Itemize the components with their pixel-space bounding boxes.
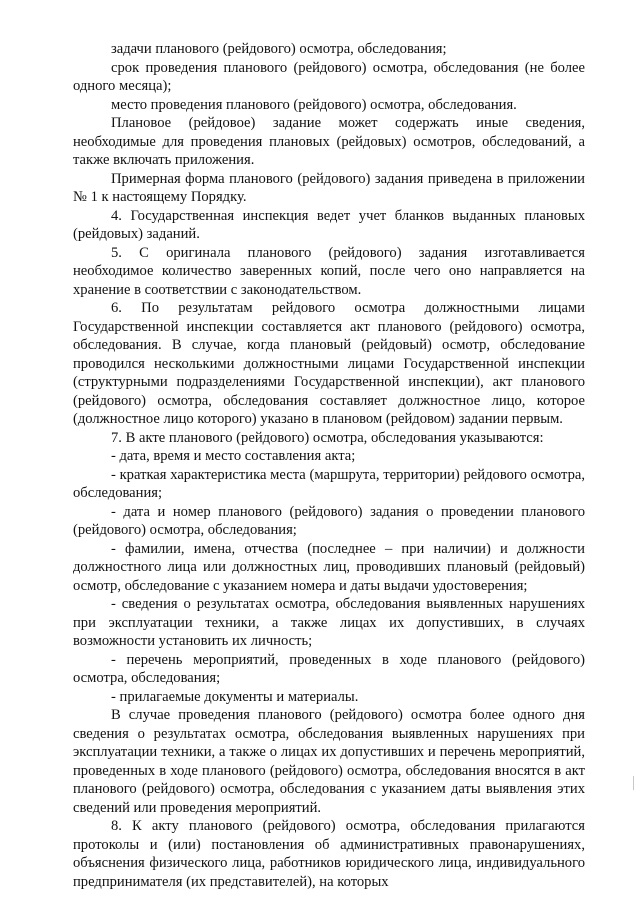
paragraph-inspection-tasks: задачи планового (рейдового) осмотра, обследования; [111, 41, 447, 57]
document-body [73, 40, 585, 891]
paragraph-multi-day-inspection: В случае проведения планового (рейдового) осмотра более одного дня сведения о результатах осмотра, обследования выявленных нарушениях при эксплуатации техники, а также о лицах их допустивших и перечень мероприятий, проведенных в ходе планового (рейдового) осмотра, обследования вносятся в акт планового (рейдового) осмотра, обследования с указанием даты выявления этих сведений или проведения мероприятий. [73, 707, 585, 816]
paragraph-inspection-place: место проведения планового (рейдового) осмотра, обследования. [111, 96, 517, 113]
paragraph-inspection-term: срок проведения планового (рейдового) осмотра, обследования (не более одного месяца); [73, 59, 585, 94]
paragraph-item-7: 7. В акте планового (рейдового) осмотра, обследования указываются: [111, 429, 544, 446]
paragraph-task-additional-info: Плановое (рейдовое) задание может содержать иные сведения, необходимые для проведения плановых (рейдовых) осмотров, обследований, а также включать приложения. [73, 115, 585, 168]
paragraph-item-6: 6. По результатам рейдового осмотра должностными лицами Государственной инспекции составляется акт планового (рейдового) осмотра, обследования. В случае, когда плановый (рейдовый) осмотр, обследование проводился несколькими должностными лицами Государственной инспекции (структурными подразделениями Государственной инспекции), акт планового (рейдового) осмотра, обследования составляет должностное лицо, которое (должностное лицо которого) указано в плановом (рейдовом) задании первым. [73, 300, 585, 427]
paragraph-task-sample-form: Примерная форма планового (рейдового) задания приведена в приложении № 1 к настоящему Порядку. [73, 170, 585, 205]
list-item-officials: - фамилии, имена, отчества (последнее – при наличии) и должности должностного лица или должностных лиц, проводивших плановый (рейдовый) осмотр, обследование с указанием номера и даты выдачи удостоверения; [73, 540, 585, 594]
list-item-measures: - перечень мероприятий, проведенных в ходе планового (рейдового) осмотра, обследования; [73, 651, 585, 686]
scan-artifact-mark [633, 776, 634, 790]
list-item-act-date: - дата, время и место составления акта; [111, 448, 356, 464]
list-item-task-number: - дата и номер планового (рейдового) задания о проведении планового (рейдового) осмотра, обследования; [73, 503, 585, 538]
list-item-attachments: - прилагаемые документы и материалы. [111, 688, 359, 705]
paragraph-item-5: 5. С оригинала планового (рейдового) задания изготавливается необходимое количество заверенных копий, после чего оно направляется на хранение в соответствии с законодательством. [73, 244, 585, 298]
paragraph-item-4: 4. Государственная инспекция ведет учет бланков выданных плановых (рейдовых) заданий. [73, 207, 585, 242]
list-item-results: - сведения о результатах осмотра, обследования выявленных нарушениях при эксплуатации техники, а также лицах их допустивших, в случаях возможности установить их личность; [73, 596, 585, 649]
paragraph-item-8: 8. К акту планового (рейдового) осмотра, обследования прилагаются протоколы и (или) постановления об административных правонарушениях, объяснения физического лица, работников юридического лица, индивидуального предпринимателя (их представителей), на которых [73, 818, 585, 890]
list-item-place-characteristic: - краткая характеристика места (маршрута, территории) рейдового осмотра, обследования; [73, 466, 585, 501]
